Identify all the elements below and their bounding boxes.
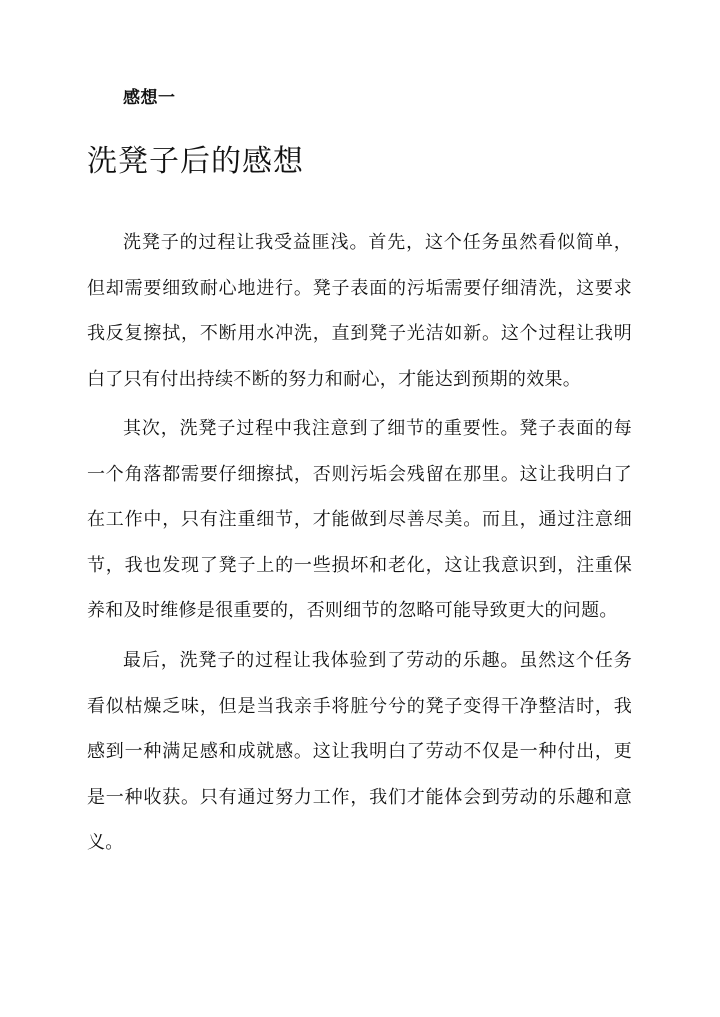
paragraph-1: 洗凳子的过程让我受益匪浅。首先，这个任务虽然看似简单，但却需要细致耐心地进行。凳子表面的污垢需要仔细清洗，这要求我反复擦拭，不断用水冲洗，直到凳子光洁如新。这个过程让我明白了只有付出持续不断的努力和耐心，才能达到预期的效果。	[87, 232, 632, 390]
page-title: 洗凳子后的感想	[87, 144, 304, 179]
paragraph-2: 其次，洗凳子过程中我注意到了细节的重要性。凳子表面的每一个角落都需要仔细擦拭，否则污垢会残留在那里。这让我明白了在工作中，只有注重细节，才能做到尽善尽美。而且，通过注意细节，我也发现了凳子上的一些损坏和老化，这让我意识到，注重保养和及时维修是很重要的，否则细节的忽略可能导致更大的问题。	[87, 418, 632, 621]
paragraph-3: 最后，洗凳子的过程让我体验到了劳动的乐趣。虽然这个任务看似枯燥乏味，但是当我亲手将脏兮兮的凳子变得干净整洁时，我感到一种满足感和成就感。这让我明白了劳动不仅是一种付出，更是一种收获。只有通过努力工作，我们才能体会到劳动的乐趣和意义。	[87, 650, 632, 853]
section-label: 感想一	[123, 88, 176, 108]
